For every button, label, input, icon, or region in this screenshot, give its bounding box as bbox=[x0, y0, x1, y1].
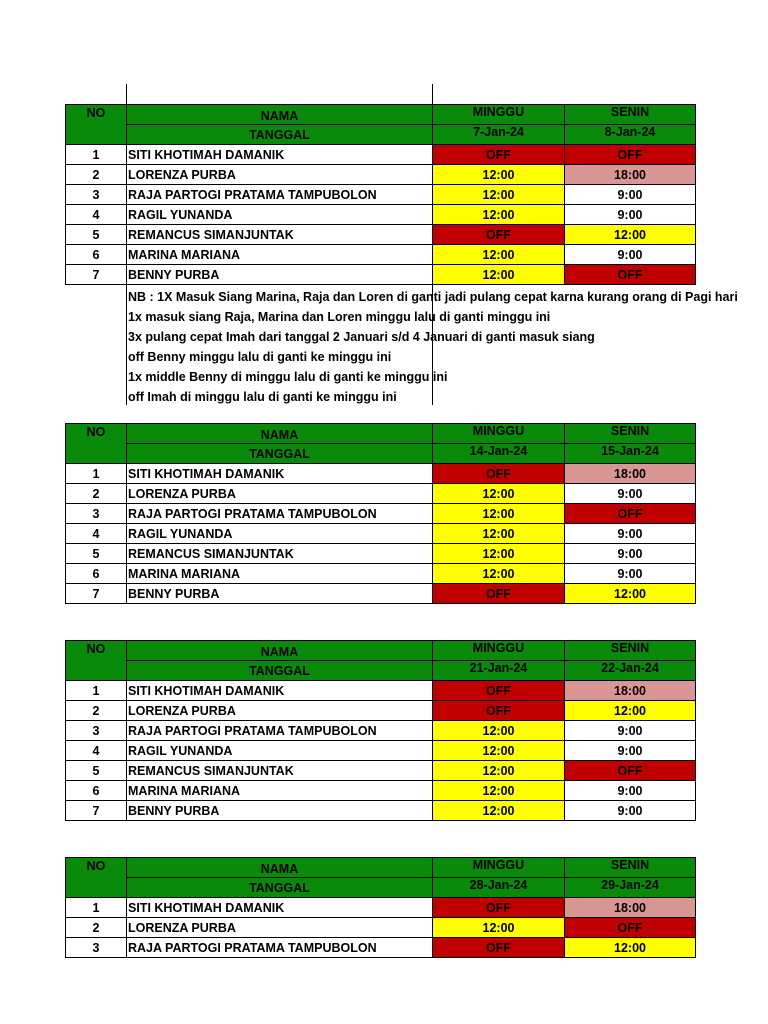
schedule-table-week-1 bbox=[65, 104, 696, 285]
row-number: 6 bbox=[66, 245, 127, 265]
shift-cell-day1: 12:00 bbox=[433, 544, 565, 564]
table-row bbox=[66, 185, 696, 205]
shift-cell-day1: 12:00 bbox=[433, 918, 565, 938]
shift-cell-day2: 9:00 bbox=[565, 205, 696, 225]
shift-cell-day1: 12:00 bbox=[433, 524, 565, 544]
row-number: 7 bbox=[66, 801, 127, 821]
row-number: 2 bbox=[66, 701, 127, 721]
row-number: 4 bbox=[66, 205, 127, 225]
shift-cell-day2: 9:00 bbox=[565, 524, 696, 544]
shift-cell-day2: OFF bbox=[565, 761, 696, 781]
date-row bbox=[66, 125, 696, 145]
shift-cell-day2: 12:00 bbox=[565, 584, 696, 604]
shift-cell-day2: 9:00 bbox=[565, 185, 696, 205]
note-line: NB : 1X Masuk Siang Marina, Raja dan Loren di ganti jadi pulang cepat karna kurang orang di Pagi hari bbox=[128, 290, 738, 304]
note-line: off Imah di minggu lalu di ganti ke minggu ini bbox=[128, 390, 397, 404]
row-number: 4 bbox=[66, 524, 127, 544]
shift-cell-day2: 9:00 bbox=[565, 245, 696, 265]
row-number: 5 bbox=[66, 225, 127, 245]
employee-name: RAJA PARTOGI PRATAMA TAMPUBOLON bbox=[127, 721, 433, 741]
employee-name: LORENZA PURBA bbox=[127, 484, 433, 504]
shift-cell-day2: 9:00 bbox=[565, 801, 696, 821]
date-row bbox=[66, 878, 696, 898]
row-number: 1 bbox=[66, 898, 127, 918]
shift-cell-day1: 12:00 bbox=[433, 781, 565, 801]
table-row bbox=[66, 721, 696, 741]
header-row bbox=[66, 858, 696, 878]
shift-cell-day1: 12:00 bbox=[433, 185, 565, 205]
employee-name: LORENZA PURBA bbox=[127, 165, 433, 185]
row-number: 2 bbox=[66, 165, 127, 185]
note-line: 1x middle Benny di minggu lalu di ganti ke minggu ini bbox=[128, 370, 448, 384]
shift-cell-day1: 12:00 bbox=[433, 564, 565, 584]
date-day1: 14-Jan-24 bbox=[433, 444, 565, 464]
row-number: 6 bbox=[66, 781, 127, 801]
row-number: 2 bbox=[66, 484, 127, 504]
row-number: 6 bbox=[66, 564, 127, 584]
header-no: NO bbox=[66, 641, 127, 681]
employee-name: REMANCUS SIMANJUNTAK bbox=[127, 225, 433, 245]
row-number: 7 bbox=[66, 265, 127, 285]
header-day2: SENIN bbox=[565, 424, 696, 444]
header-tanggal: TANGGAL bbox=[127, 878, 433, 898]
shift-cell-day2: 9:00 bbox=[565, 544, 696, 564]
row-number: 1 bbox=[66, 464, 127, 484]
header-row bbox=[66, 105, 696, 125]
employee-name: LORENZA PURBA bbox=[127, 918, 433, 938]
date-day2: 22-Jan-24 bbox=[565, 661, 696, 681]
shift-cell-day1: 12:00 bbox=[433, 504, 565, 524]
shift-cell-day1: 12:00 bbox=[433, 761, 565, 781]
shift-cell-day1: OFF bbox=[433, 464, 565, 484]
row-number: 1 bbox=[66, 145, 127, 165]
header-tanggal: TANGGAL bbox=[127, 661, 433, 681]
shift-cell-day2: 18:00 bbox=[565, 681, 696, 701]
shift-cell-day1: 12:00 bbox=[433, 205, 565, 225]
date-row bbox=[66, 661, 696, 681]
header-day1: MINGGU bbox=[433, 105, 565, 125]
shift-cell-day1: OFF bbox=[433, 225, 565, 245]
table-row bbox=[66, 741, 696, 761]
row-number: 5 bbox=[66, 761, 127, 781]
date-day1: 21-Jan-24 bbox=[433, 661, 565, 681]
note-line: off Benny minggu lalu di ganti ke minggu ini bbox=[128, 350, 392, 364]
header-day1: MINGGU bbox=[433, 424, 565, 444]
table-row bbox=[66, 225, 696, 245]
row-number: 1 bbox=[66, 681, 127, 701]
header-tanggal: TANGGAL bbox=[127, 444, 433, 464]
shift-cell-day1: OFF bbox=[433, 145, 565, 165]
notes-block bbox=[128, 287, 748, 407]
shift-cell-day1: OFF bbox=[433, 938, 565, 958]
employee-name: BENNY PURBA bbox=[127, 265, 433, 285]
shift-cell-day1: 12:00 bbox=[433, 245, 565, 265]
shift-cell-day2: 9:00 bbox=[565, 741, 696, 761]
table-row bbox=[66, 681, 696, 701]
note-line: 3x pulang cepat Imah dari tanggal 2 Januari s/d 4 Januari di ganti masuk siang bbox=[128, 330, 595, 344]
column-border-line bbox=[126, 285, 127, 405]
shift-cell-day2: 9:00 bbox=[565, 781, 696, 801]
header-nama: NAMA bbox=[127, 105, 433, 125]
header-day1: MINGGU bbox=[433, 641, 565, 661]
shift-cell-day1: 12:00 bbox=[433, 165, 565, 185]
employee-name: MARINA MARIANA bbox=[127, 245, 433, 265]
date-day1: 7-Jan-24 bbox=[433, 125, 565, 145]
shift-cell-day2: 12:00 bbox=[565, 225, 696, 245]
employee-name: RAJA PARTOGI PRATAMA TAMPUBOLON bbox=[127, 504, 433, 524]
shift-cell-day1: 12:00 bbox=[433, 741, 565, 761]
shift-cell-day2: 12:00 bbox=[565, 938, 696, 958]
table-row bbox=[66, 918, 696, 938]
shift-cell-day2: OFF bbox=[565, 918, 696, 938]
employee-name: REMANCUS SIMANJUNTAK bbox=[127, 761, 433, 781]
table-row bbox=[66, 938, 696, 958]
table-row bbox=[66, 524, 696, 544]
column-border-line bbox=[126, 84, 127, 104]
row-number: 4 bbox=[66, 741, 127, 761]
row-number: 3 bbox=[66, 938, 127, 958]
shift-cell-day2: OFF bbox=[565, 504, 696, 524]
shift-cell-day2: 9:00 bbox=[565, 564, 696, 584]
table-row bbox=[66, 145, 696, 165]
shift-cell-day1: 12:00 bbox=[433, 265, 565, 285]
shift-cell-day2: 18:00 bbox=[565, 464, 696, 484]
employee-name: RAGIL YUNANDA bbox=[127, 205, 433, 225]
shift-cell-day2: 12:00 bbox=[565, 701, 696, 721]
shift-cell-day2: 18:00 bbox=[565, 165, 696, 185]
row-number: 2 bbox=[66, 918, 127, 938]
table-row bbox=[66, 265, 696, 285]
header-nama: NAMA bbox=[127, 424, 433, 444]
header-no: NO bbox=[66, 424, 127, 464]
employee-name: MARINA MARIANA bbox=[127, 564, 433, 584]
row-number: 3 bbox=[66, 504, 127, 524]
table-row bbox=[66, 701, 696, 721]
header-nama: NAMA bbox=[127, 641, 433, 661]
row-number: 3 bbox=[66, 721, 127, 741]
header-tanggal: TANGGAL bbox=[127, 125, 433, 145]
header-nama: NAMA bbox=[127, 858, 433, 878]
table-row bbox=[66, 564, 696, 584]
table-row bbox=[66, 165, 696, 185]
table-row bbox=[66, 464, 696, 484]
header-day1: MINGGU bbox=[433, 858, 565, 878]
shift-cell-day2: 9:00 bbox=[565, 721, 696, 741]
employee-name: RAJA PARTOGI PRATAMA TAMPUBOLON bbox=[127, 938, 433, 958]
note-line: 1x masuk siang Raja, Marina dan Loren minggu lalu di ganti minggu ini bbox=[128, 310, 551, 324]
shift-cell-day1: 12:00 bbox=[433, 484, 565, 504]
header-day2: SENIN bbox=[565, 105, 696, 125]
table-row bbox=[66, 584, 696, 604]
date-day1: 28-Jan-24 bbox=[433, 878, 565, 898]
table-row bbox=[66, 801, 696, 821]
table-row bbox=[66, 504, 696, 524]
shift-cell-day2: 18:00 bbox=[565, 898, 696, 918]
shift-cell-day1: OFF bbox=[433, 701, 565, 721]
employee-name: RAGIL YUNANDA bbox=[127, 524, 433, 544]
date-day2: 15-Jan-24 bbox=[565, 444, 696, 464]
header-day2: SENIN bbox=[565, 858, 696, 878]
shift-cell-day1: OFF bbox=[433, 681, 565, 701]
employee-name: LORENZA PURBA bbox=[127, 701, 433, 721]
shift-cell-day1: OFF bbox=[433, 898, 565, 918]
header-no: NO bbox=[66, 858, 127, 898]
header-day2: SENIN bbox=[565, 641, 696, 661]
date-row bbox=[66, 444, 696, 464]
employee-name: SITI KHOTIMAH DAMANIK bbox=[127, 898, 433, 918]
date-day2: 29-Jan-24 bbox=[565, 878, 696, 898]
table-row bbox=[66, 781, 696, 801]
row-number: 3 bbox=[66, 185, 127, 205]
header-row bbox=[66, 641, 696, 661]
shift-cell-day2: OFF bbox=[565, 265, 696, 285]
employee-name: MARINA MARIANA bbox=[127, 781, 433, 801]
header-row bbox=[66, 424, 696, 444]
schedule-table-week-3 bbox=[65, 640, 696, 821]
schedule-table-week-4 bbox=[65, 857, 696, 958]
table-row bbox=[66, 205, 696, 225]
table-row bbox=[66, 761, 696, 781]
table-row bbox=[66, 544, 696, 564]
shift-cell-day1: OFF bbox=[433, 584, 565, 604]
employee-name: RAGIL YUNANDA bbox=[127, 741, 433, 761]
employee-name: REMANCUS SIMANJUNTAK bbox=[127, 544, 433, 564]
header-no: NO bbox=[66, 105, 127, 145]
employee-name: SITI KHOTIMAH DAMANIK bbox=[127, 145, 433, 165]
employee-name: BENNY PURBA bbox=[127, 801, 433, 821]
date-day2: 8-Jan-24 bbox=[565, 125, 696, 145]
employee-name: SITI KHOTIMAH DAMANIK bbox=[127, 681, 433, 701]
table-row bbox=[66, 898, 696, 918]
employee-name: RAJA PARTOGI PRATAMA TAMPUBOLON bbox=[127, 185, 433, 205]
column-border-line bbox=[432, 84, 433, 104]
row-number: 7 bbox=[66, 584, 127, 604]
shift-cell-day2: 9:00 bbox=[565, 484, 696, 504]
shift-cell-day1: 12:00 bbox=[433, 721, 565, 741]
employee-name: SITI KHOTIMAH DAMANIK bbox=[127, 464, 433, 484]
employee-name: BENNY PURBA bbox=[127, 584, 433, 604]
schedule-table-week-2 bbox=[65, 423, 696, 604]
table-row bbox=[66, 245, 696, 265]
row-number: 5 bbox=[66, 544, 127, 564]
table-row bbox=[66, 484, 696, 504]
shift-cell-day2: OFF bbox=[565, 145, 696, 165]
shift-cell-day1: 12:00 bbox=[433, 801, 565, 821]
